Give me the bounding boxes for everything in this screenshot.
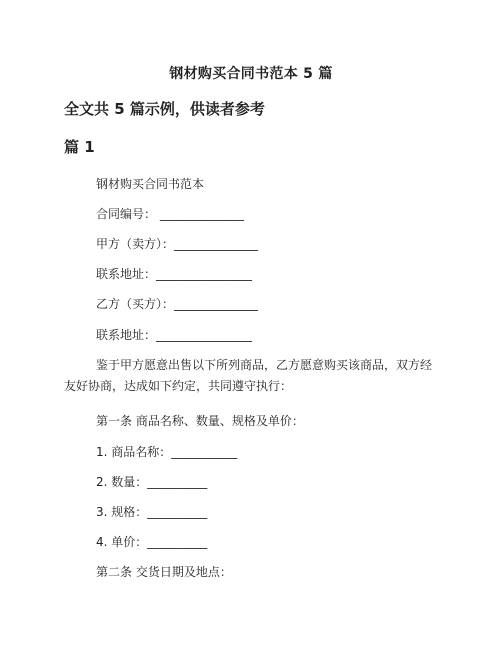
party-b-line: 乙方（买方）：______________ [96,297,259,311]
party-a-line: 甲方（卖方）：______________ [96,237,259,251]
item-product-name: 1. 商品名称：___________ [96,445,238,459]
document-subtitle: 全文共 5 篇示例，供读者参考 [64,100,265,118]
section-heading: 篇 1 [64,138,95,156]
contract-name-line: 钢材购买合同书范本 [96,177,205,191]
item-unit-price: 4. 单价：__________ [96,535,208,549]
article-1-heading: 第一条 商品名称、数量、规格及单价： [96,414,304,428]
item-specification: 3. 规格：__________ [96,505,208,519]
party-b-address-line: 联系地址：________________ [96,328,253,342]
document-title: 钢材购买合同书范本 5 篇 [169,66,333,82]
contract-number-line: 合同编号： ______________ [96,207,244,221]
article-2-heading: 第二条 交货日期及地点： [96,565,232,579]
preamble-paragraph: 鉴于甲方愿意出售以下所列商品，乙方愿意购买该商品，双方经友好协商，达成如下约定，共同遵守执行： [64,358,433,393]
item-quantity: 2. 数量：__________ [96,475,208,489]
party-a-address-line: 联系地址：________________ [96,267,253,281]
